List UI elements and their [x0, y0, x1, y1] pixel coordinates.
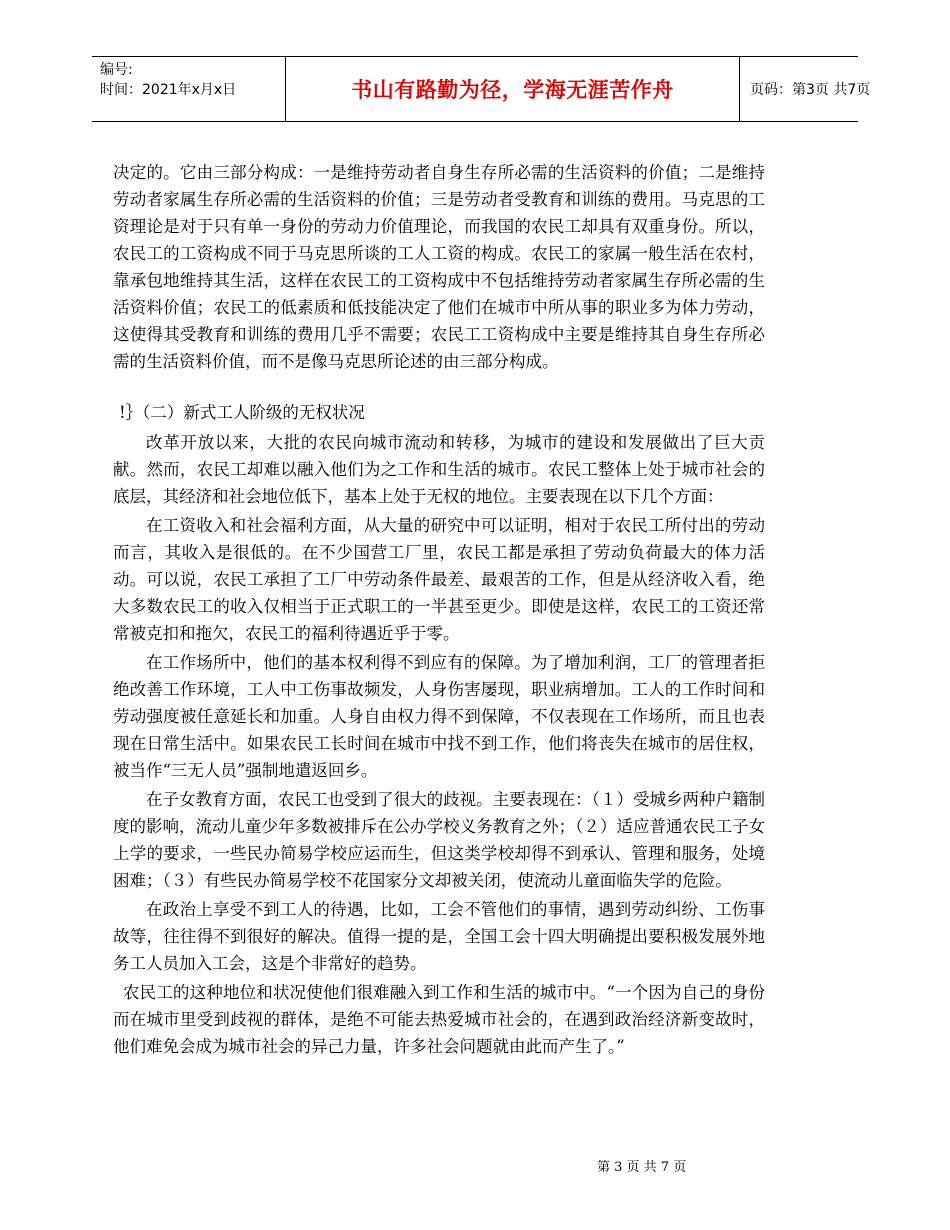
header-page-info: 页码：第3页 共7页 — [750, 82, 871, 98]
paragraph-workplace-rights: 在工作场所中，他们的基本权利得不到应有的保障。为了增加利润，工厂的管理者拒绝改善工作环境，工人中工伤事故频发，人身伤害屡现，职业病增加。工人的工作时间和劳动强度被任意延长和加重。人身自由权力得不到保障，不仅表现在工作场所，而且也表现在日常生活中。如果农民工长时间在城市中找不到工作，他们将丧失在城市的居住权，被当作“三无人员”强制地遣返回乡。 — [113, 653, 765, 780]
paragraph-wages-welfare: 在工资收入和社会福利方面，从大量的研究中可以证明，相对于农民工所付出的劳动而言，其收入是很低的。在不少国营工厂里，农民工都是承担了劳动负荷最大的体力活动。可以说，农民工承担了工厂中劳动条件最差、最艰苦的工作，但是从经济收入看，绝大多数农民工的收入仅相当于正式职工的一半甚至更少。即使是这样，农民工的工资还常常被克扣和拖欠，农民工的福利待遇近乎于零。 — [113, 516, 765, 643]
document-number-label: 编号: — [100, 62, 133, 78]
paragraph-child-education: 在子女教育方面，农民工也受到了很大的歧视。主要表现在：（１）受城乡两种户籍制度的影响，流动儿童少年多数被排斥在公办学校义务教育之外；（２）适应普通农民工子女上学的要求，一些民办简易学校应运而生，但这类学校却得不到承认、管理和服务，处境困难；（３）有些民办简易学校不花国家分文却被关闭，使流动儿童面临失学的危险。 — [113, 790, 765, 890]
paragraph-political-treatment: 在政治上享受不到工人的待遇，比如，工会不管他们的事情，遇到劳动纠纷、工伤事故等，往往得不到很好的解决。值得一提的是，全国工会十四大明确提出要积极发展外地务工人员加入工会，这是个非常好的趋势。 — [113, 900, 765, 973]
page-footer: 第 3 页 共 7 页 — [597, 1160, 687, 1175]
header-meta — [92, 57, 286, 121]
paragraph-conclusion: 农民工的这种地位和状况使他们很难融入到工作和生活的城市中。“一个因为自己的身份而在城市里受到歧视的群体，是绝不可能去热爱城市社会的，在遇到政治经济新变故时，他们难免会成为城市社会的异己力量，许多社会问题就由此而产生了。” — [113, 983, 765, 1056]
document-body — [113, 159, 765, 1060]
document-time-label: 时间：2021年x月x日 — [100, 82, 237, 98]
header-motto: 书山有路勤为径，学海无涯苦作舟 — [286, 57, 740, 121]
section-heading: !｝（二）新式工人阶级的无权状况 — [119, 403, 365, 422]
page-header — [92, 56, 871, 122]
paragraph-intro: 改革开放以来，大批的农民向城市流动和转移，为城市的建设和发展做出了巨大贡献。然而，农民工却难以融入他们为之工作和生活的城市。农民工整体上处于城市社会的底层，其经济和社会地位低下，基本上处于无权的地位。主要表现在以下几个方面： — [113, 433, 765, 506]
paragraph-wage-composition: 决定的。它由三部分构成：一是维持劳动者自身生存所必需的生活资料的价值；二是维持劳动者家属生存所必需的生活资料的价值；三是劳动者受教育和训练的费用。马克思的工资理论是对于只有单一身份的劳动力价值理论，而我国的农民工却具有双重身份。所以，农民工的工资构成不同于马克思所谈的工人工资的构成。农民工的家属一般生活在农村，靠承包地维持其生活，这样在农民工的工资构成中不包括维持劳动者家属生存所必需的生活资料价值；农民工的低素质和低技能决定了他们在城市中所从事的职业多为体力劳动，这使得其受教育和训练的费用几乎不需要；农民工工资构成中主要是维持其自身生存所必需的生活资料价值，而不是像马克思所论述的由三部分构成。 — [113, 163, 765, 371]
